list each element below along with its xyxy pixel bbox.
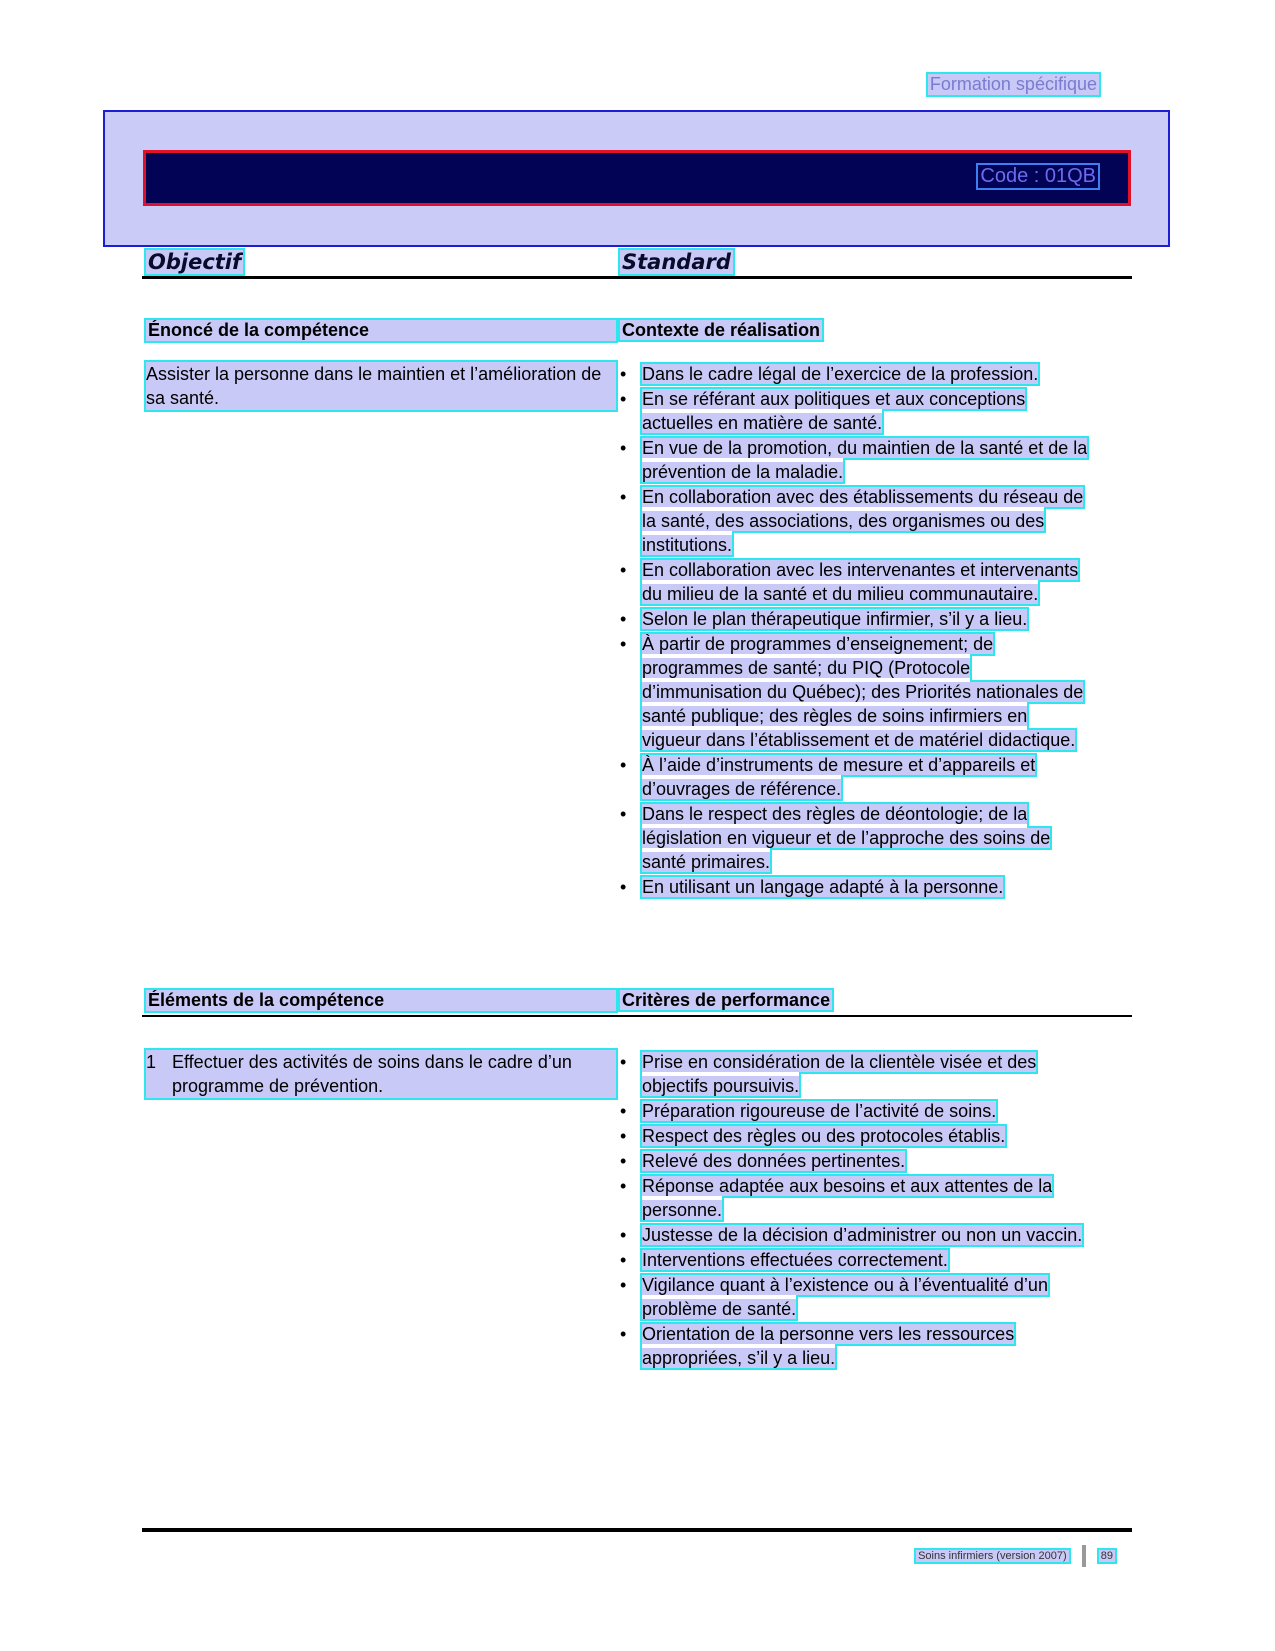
context-item <box>620 875 1090 899</box>
criteria-item <box>620 1322 1090 1370</box>
criteria-item-text: Respect des règles ou des protocoles établis. <box>642 1126 1006 1146</box>
context-item <box>620 485 1090 557</box>
context-item-text: En se référant aux politiques et aux conceptions actuelles en matière de santé. <box>642 389 1026 433</box>
criteria-item-text: Interventions effectuées correctement. <box>642 1250 948 1270</box>
criteria-item <box>620 1050 1090 1098</box>
criteria-title: Critères de performance <box>622 990 831 1010</box>
criteria-item-text: Justesse de la décision d’administrer ou non un vaccin. <box>642 1225 1083 1245</box>
code-bar <box>143 150 1131 206</box>
context-item <box>620 753 1090 801</box>
criteria-item <box>620 1149 1090 1173</box>
criteria-item <box>620 1273 1090 1321</box>
element-text: Effectuer des activités de soins dans le cadre d’un programme de prévention. <box>172 1052 572 1096</box>
footer <box>916 1545 1115 1567</box>
context-item <box>620 607 1090 631</box>
top-label: Formation spécifique <box>929 74 1097 94</box>
context-item-text: À partir de programmes d’enseignement; de programmes de santé; du PIQ (Protocole d’immunisation du Québec); des Priorités nationales de santé publique; des règles de soins infirmiers en vigueur dans l’établissement et de matériel didactique. <box>642 634 1084 750</box>
standard-title: Standard <box>622 250 731 274</box>
context-subtitle-wrap <box>620 320 822 341</box>
program-code: Code : 01QB <box>980 165 1096 187</box>
criteria-list <box>620 1050 1090 1370</box>
page-number: 89 <box>1100 1549 1113 1562</box>
context-item-text: À l’aide d’instruments de mesure et d’appareils et d’ouvrages de référence. <box>642 755 1036 799</box>
context-item-text: Selon le plan thérapeutique infirmier, s’il y a lieu. <box>642 609 1028 629</box>
context-item-text: En collaboration avec les intervenantes et intervenants du milieu de la santé et du milieu communautaire. <box>642 560 1079 604</box>
criteria-item-text: Préparation rigoureuse de l’activité de soins. <box>642 1101 997 1121</box>
criteria-item-text: Réponse adaptée aux besoins et aux attentes de la personne. <box>642 1176 1053 1220</box>
context-subtitle: Contexte de réalisation <box>622 320 821 340</box>
context-list <box>620 362 1090 899</box>
criteria-item-text: Prise en considération de la clientèle visée et des objectifs poursuivis. <box>642 1052 1037 1096</box>
criteria-item <box>620 1248 1090 1272</box>
context-item-text: En utilisant un langage adapté à la personne. <box>642 877 1004 897</box>
context-item <box>620 436 1090 484</box>
criteria-item-text: Orientation de la personne vers les ressources appropriées, s’il y a lieu. <box>642 1324 1015 1368</box>
context-item <box>620 362 1090 386</box>
context-item-text: Dans le cadre légal de l’exercice de la profession. <box>642 364 1039 384</box>
context-list-wrap <box>620 362 1090 900</box>
footer-separator <box>1082 1545 1086 1567</box>
criteria-list-wrap <box>620 1050 1090 1371</box>
competence-statement-wrap <box>146 362 616 410</box>
footer-text: Soins infirmiers (version 2007) <box>918 1549 1067 1562</box>
footer-rule <box>142 1528 1132 1532</box>
standard-title-wrap <box>620 250 733 274</box>
elements-title-wrap <box>146 990 616 1011</box>
statement-subtitle-wrap <box>146 320 616 341</box>
context-item <box>620 802 1090 874</box>
criteria-item <box>620 1223 1090 1247</box>
objective-title: Objectif <box>148 250 242 274</box>
header-banner <box>103 110 1170 247</box>
criteria-item <box>620 1124 1090 1148</box>
criteria-item-text: Vigilance quant à l’existence ou à l’éventualité d’un problème de santé. <box>642 1275 1048 1319</box>
objective-title-wrap <box>146 250 243 274</box>
criteria-title-wrap <box>620 990 832 1011</box>
context-item <box>620 558 1090 606</box>
context-item <box>620 387 1090 435</box>
competence-statement: Assister la personne dans le maintien et l’amélioration de sa santé. <box>146 362 616 410</box>
criteria-item <box>620 1174 1090 1222</box>
criteria-item-text: Relevé des données pertinentes. <box>642 1151 906 1171</box>
elements-title: Éléments de la compétence <box>146 990 616 1011</box>
element-row <box>146 1050 616 1098</box>
context-item-text: En vue de la promotion, du maintien de la santé et de la prévention de la maladie. <box>642 438 1088 482</box>
element-number: 1 <box>146 1052 157 1072</box>
context-item-text: En collaboration avec des établissements du réseau de la santé, des associations, des organismes ou des institutions. <box>642 487 1084 555</box>
criteria-item <box>620 1099 1090 1123</box>
statement-subtitle: Énoncé de la compétence <box>146 320 616 341</box>
context-item <box>620 632 1090 752</box>
context-item-text: Dans le respect des règles de déontologie; de la législation en vigueur et de l’approche des soins de santé primaires. <box>642 804 1051 872</box>
element-item <box>146 1050 616 1098</box>
